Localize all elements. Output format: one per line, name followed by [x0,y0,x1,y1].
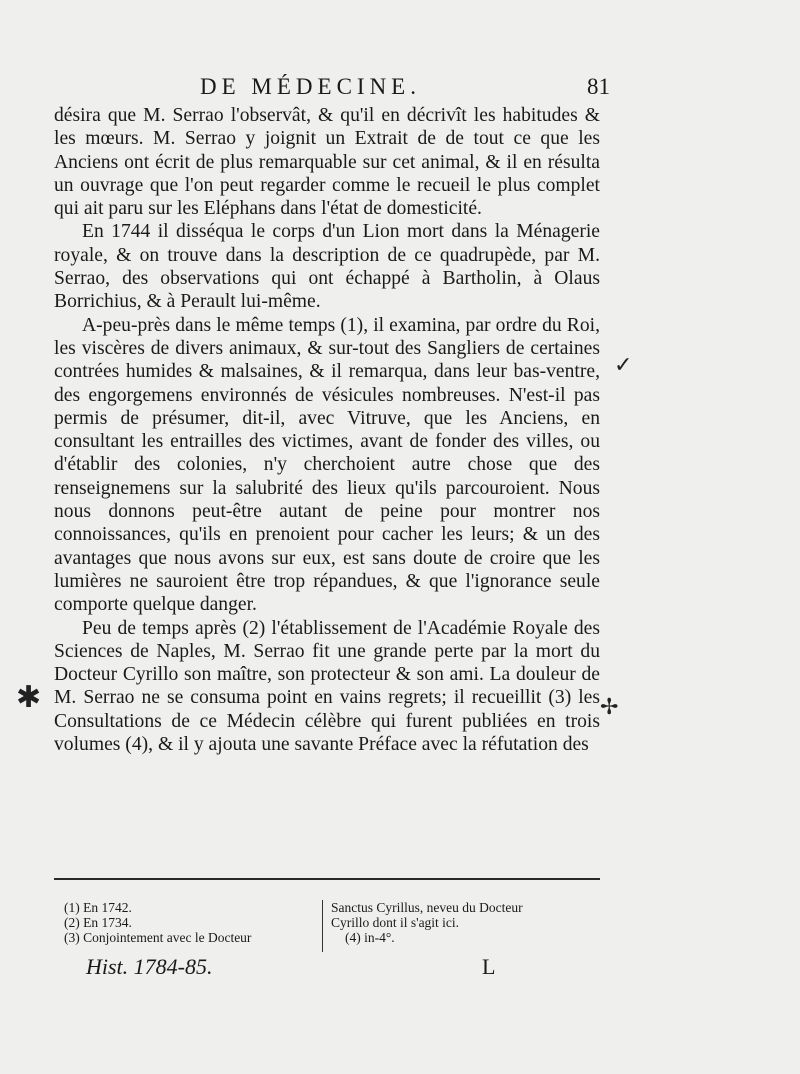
margin-pen-mark-icon: ✓ [614,352,633,377]
paragraph-sangliers: A-peu-près dans le même temps (1), il examina, par ordre du Roi, les viscères de divers animaux, & sur-tout des Sangliers de certaines contrées humides & malsaines, & il remarqua, dans leur bas-ventre, des engorgemens environnés de vésicules nombreuses. N'est-il pas permis de présumer, dit-il, avec Vitruve, que les Anciens, en consultant les entrailles des victimes, avant de fonder des villes, ou d'établir des colonies, n'y cherchoient autre chose que des renseignemens sur la salubrité des lieux qu'ils parcouroient. Nous nous donnons peut-être autant de peine pour montrer nos connoissances, qu'ils en prenoient pour cacher les leurs; & un des avantages que nous avons sur eux, est sans doute de croire que les lumières ne sauroient être trop répandues, & que l'ignorance seule comporte quelque danger. [54,314,600,616]
margin-ink-blot-icon: ✱ [16,681,42,714]
running-title: DE MÉDECINE. [200,74,421,99]
gathering-mark: L [482,954,496,979]
page-number: 81 [587,74,610,99]
footnote-4: (4) in-4°. [345,930,395,945]
running-head [50,74,610,104]
volume-signature: Hist. 1784-85. [86,954,213,979]
paragraph-academie: Peu de temps après (2) l'établissement de l'Académie Royale des Sciences de Naples, M. Serrao fit une grande perte par la mort du Docteur Cyrillo son maître, son protecteur & son ami. La douleur de M. Serrao ne se consuma point en vains regrets; il recueillit (3) les Consultations de ce Médecin célèbre qui furent publiées en trois volumes (4), & il y ajouta une savante Préface avec la réfutation des [54,617,600,756]
body-text [54,104,600,756]
footnote-2: (2) En 1734. [64,915,132,930]
footnotes-left-column [64,900,319,945]
margin-cross-mark-icon: ✢ [600,694,619,719]
footnote-3-cont: Sanctus Cyrillus, neveu du Docteur [331,900,523,915]
paragraph-lion: En 1744 il disséqua le corps d'un Lion mort dans la Ménagerie royale, & on trouve dans la description de ce quadrupède, par M. Serrao, des observations qui ont échappé à Bartholin, à Olaus Borrichius, & à Perault lui-même. [54,221,600,313]
footnote-3-end: Cyrillo dont il s'agit ici. [331,915,460,930]
footnote-rule [54,878,600,880]
paragraph-continued: désira que M. Serrao l'observât, & qu'il en décrivît les habitudes & les mœurs. M. Serrao y joignit un Extrait de de tout ce que les Anciens ont écrit de plus remarquable sur cet animal, & il en résulta un ouvrage que l'on peut regarder comme le recueil le plus complet qui ait paru sur les Eléphans dans l'état de domesticité. [54,105,600,220]
footnotes-right-column [322,900,631,952]
footnote-3: (3) Conjointement avec le Docteur [64,930,252,945]
footnote-1: (1) En 1742. [64,900,132,915]
